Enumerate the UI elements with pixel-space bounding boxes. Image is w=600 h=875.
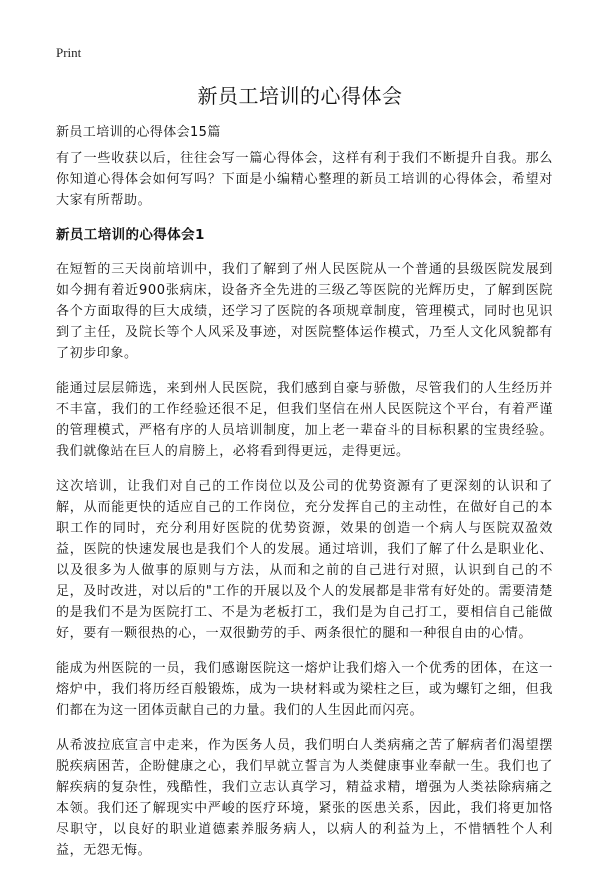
body-paragraph: 能通过层层筛选，来到州人民医院，我们感到自豪与骄傲，尽管我们的人生经历并不丰富，我们的工作经验还很不足，但我们坚信在州人民医院这个平台，有着严谨的管理模式，严格有序的人员培训制度，加上老一辈奋斗的目标积累的宝贵经验。我们就像站在巨人的肩膀上，必将看到得更远，走得更远。 xyxy=(56,381,553,459)
body-paragraph: 这次培训，让我们对自己的工作岗位以及公司的优势资源有了更深刻的认识和了解，从而能更快的适应自己的工作岗位，充分发挥自己的主动性，在做好自己的本职工作的同时，充分利用好医院的优势资源，效果的创造一个病人与医院双盈效益，医院的快速发展也是我们个人的发展。通过培训，我们了解了什么是职业化、以及很多为人做事的原则与方法，从而和之前的自己进行对照，认识到自己的不足，及时改进，对以后的"工作的开展以及个人的发展都是非常有好处的。需要清楚的是我们不是为医院打工、不是为老板打工，我们是为自己打工，要相信自己能做好，要有一颗很热的心，一双很勤劳的手、两条很忙的腿和一种很自由的心情。 xyxy=(56,479,553,641)
document-subtitle: 新员工培训的心得体会15篇 xyxy=(56,125,221,140)
body-paragraph: 从希波拉底宣言中走来，作为医务人员，我们明白人类病痛之苦了解病者们渴望摆脱疾病困苦，企盼健康之心，我们早就立誓言为人类健康事业奉献一生。我们也了解疾病的复杂性，残酷性，我们立志认真学习，精益求精，增强为人类祛除病痛之本领。我们还了解现实中严峻的医疗环境，紧张的医患关系，因此，我们将更加恪尽职守，以良好的职业道德素养服务病人，以病人的利益为上，不惜牺牲个人利益，无怨无悔。 xyxy=(56,738,553,858)
body-paragraph: 能成为州医院的一员，我们感谢医院这一熔炉让我们熔入一个优秀的团体，在这一熔炉中，我们将历经百般锻炼，成为一块材料或为梁柱之巨，或为螺钉之细，但我们都在为这一团体贡献自己的力量。我们的人生因此而闪亮。 xyxy=(56,661,553,718)
page-title: 新员工培训的心得体会 xyxy=(197,84,403,108)
body-paragraph: 在短暂的三天岗前培训中，我们了解到了州人民医院从一个普通的县级医院发展到如今拥有着近900张病床，设备齐全先进的三级乙等医院的光辉历史，了解到医院各个方面取得的巨大成绩，还学习了医院的各项规章制度，管理模式，同时也见识到了主任，及院长等个人风采及事迹，对医院整体运作模式，乃至人文化风貌都有了初步印象。 xyxy=(56,262,553,361)
document-body xyxy=(56,148,553,875)
intro-paragraph: 有了一些收获以后，往往会写一篇心得体会，这样有利于我们不断提升自我。那么你知道心得体会如何写吗？下面是小编精心整理的新员工培训的心得体会，希望对大家有所帮助。 xyxy=(56,151,553,208)
print-link[interactable]: Print xyxy=(56,45,82,60)
section-heading: 新员工培训的心得体会1 xyxy=(56,227,205,243)
